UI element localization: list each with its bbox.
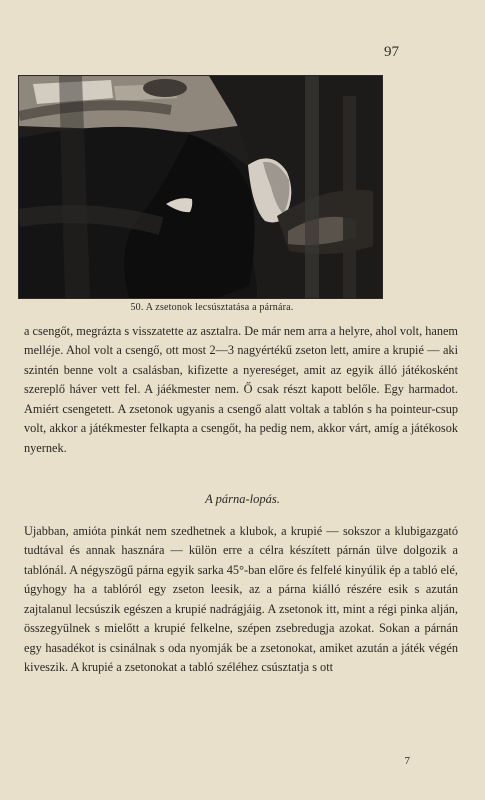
photo-caption: 50. A zsetonok lecsúsztatása a párnára. [130,302,294,313]
body-paragraph-2 [24,522,458,678]
photo-illustration [19,76,382,298]
footer-page-number: 7 [404,755,410,767]
page-number: 97 [384,44,399,60]
paragraph-2-text: Ujabban, amióta pinkát nem szedhetnek a klubok, a krupié — sokszor a klubigazgató tudtával és annak hasznára — külön erre a célra készített párnán ülve dolgozik a tablónál. A négyszögű párna egyik sarka 45°-ban előre és felfelé kinyúlik ép a tabló elé, úgyhogy ha a tablóról egy zseton leesik, az a párna kiálló részére esik s azután zajtalanul lecsúszik egészen a krupié nadrágjáig. A zsetonok itt, mint a régi pinka alján, összegyülnek s mielőtt a krupié felkelne, szépen zsebredugja azokat. Sokan a párnán egy hasadékot is csinálnak s oda nyomják be a zsetonokat, amiket azután a játék végén kiveszik. A krupié a zsetonokat a tabló széléhez csúsztatja s ott [24,524,458,675]
photo [18,75,383,299]
section-heading: A párna-lopás. [205,492,280,506]
paragraph-1-text: a csengőt, megrázta s visszatette az asztalra. De már nem arra a helyre, ahol volt, hanem melléje. Ahol volt a csengő, ott most 2—3 nagyértékű zseton lett, amire a krupié — aki szintén benne volt a csalásban, kifizette a nyereséget, amit az egyik álló játékosként szereplő háver vett fel. A jáékmester nem. Ő csak részt kapott belőle. Egy harmadot. Amiért csengetett. A zsetonok ugyanis a csengő alatt voltak a tablón s ha pointeur-csup volt, akkor a játékmester felkapta a csengőt, ha pedig nem, akkor várt, amíg a játékosok nyernek. [24,324,458,455]
body-paragraph-1 [24,322,458,458]
